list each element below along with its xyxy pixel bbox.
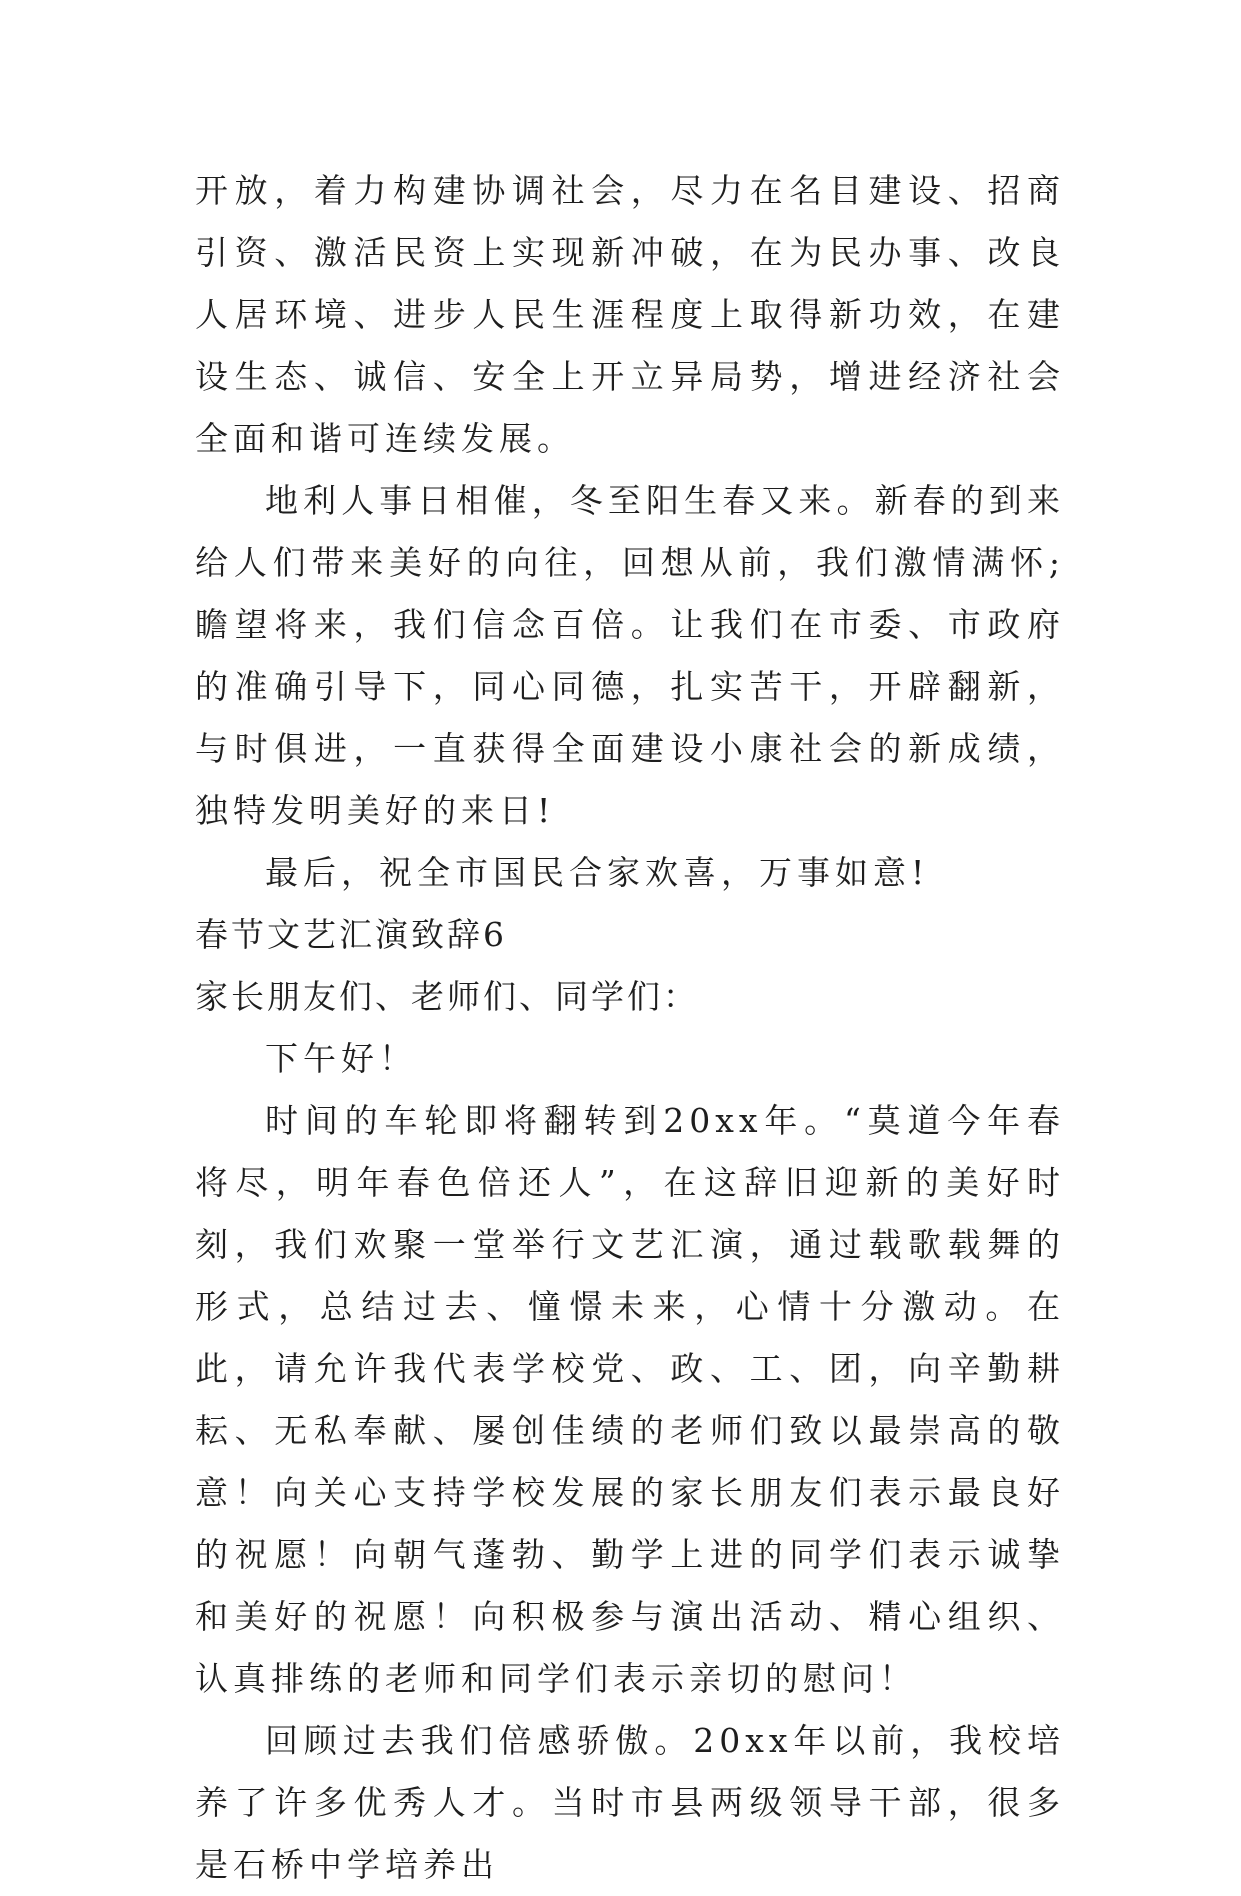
greeting: 下午好！	[265, 1039, 417, 1078]
document-body	[195, 160, 1065, 1896]
section-title: 春节文艺汇演致辞6	[195, 915, 507, 954]
paragraph-new-year: 地利人事日相催，冬至阳生春又来。新春的到来给人们带来美好的向往，回想从前，我们激情满怀;瞻望将来，我们信念百倍。让我们在市委、市政府的准确引导下，同心同德，扎实苦干，开辟翻新，与时俱进，一直获得全面建设小康社会的新成绩，独特发明美好的来日!	[195, 481, 1065, 830]
salutation: 家长朋友们、老师们、同学们：	[195, 977, 699, 1016]
paragraph-continued: 开放，着力构建协调社会，尽力在名目建设、招商引资、激活民资上实现新冲破，在为民办事、改良人居环境、进步人民生涯程度上取得新功效，在建设生态、诚信、安全上开立异局势，增进经济社会全面和谐可连续发展。	[195, 171, 1065, 458]
paragraph-review: 回顾过去我们倍感骄傲。20xx年以前，我校培养了许多优秀人才。当时市县两级领导干部，很多是石桥中学培养出	[195, 1721, 1065, 1884]
paragraph-opening-speech: 时间的车轮即将翻转到20xx年。“莫道今年春将尽，明年春色倍还人”，在这辞旧迎新的美好时刻，我们欢聚一堂举行文艺汇演，通过载歌载舞的形式，总结过去、憧憬未来，心情十分激动。在此，请允许我代表学校党、政、工、团，向辛勤耕耘、无私奉献、屡创佳绩的老师们致以最崇高的敬意！向关心支持学校发展的家长朋友们表示最良好的祝愿！向朝气蓬勃、勤学上进的同学们表示诚挚和美好的祝愿！向积极参与演出活动、精心组织、认真排练的老师和同学们表示亲切的慰问！	[195, 1101, 1065, 1698]
paragraph-closing-wish: 最后，祝全市国民合家欢喜，万事如意!	[265, 853, 930, 892]
